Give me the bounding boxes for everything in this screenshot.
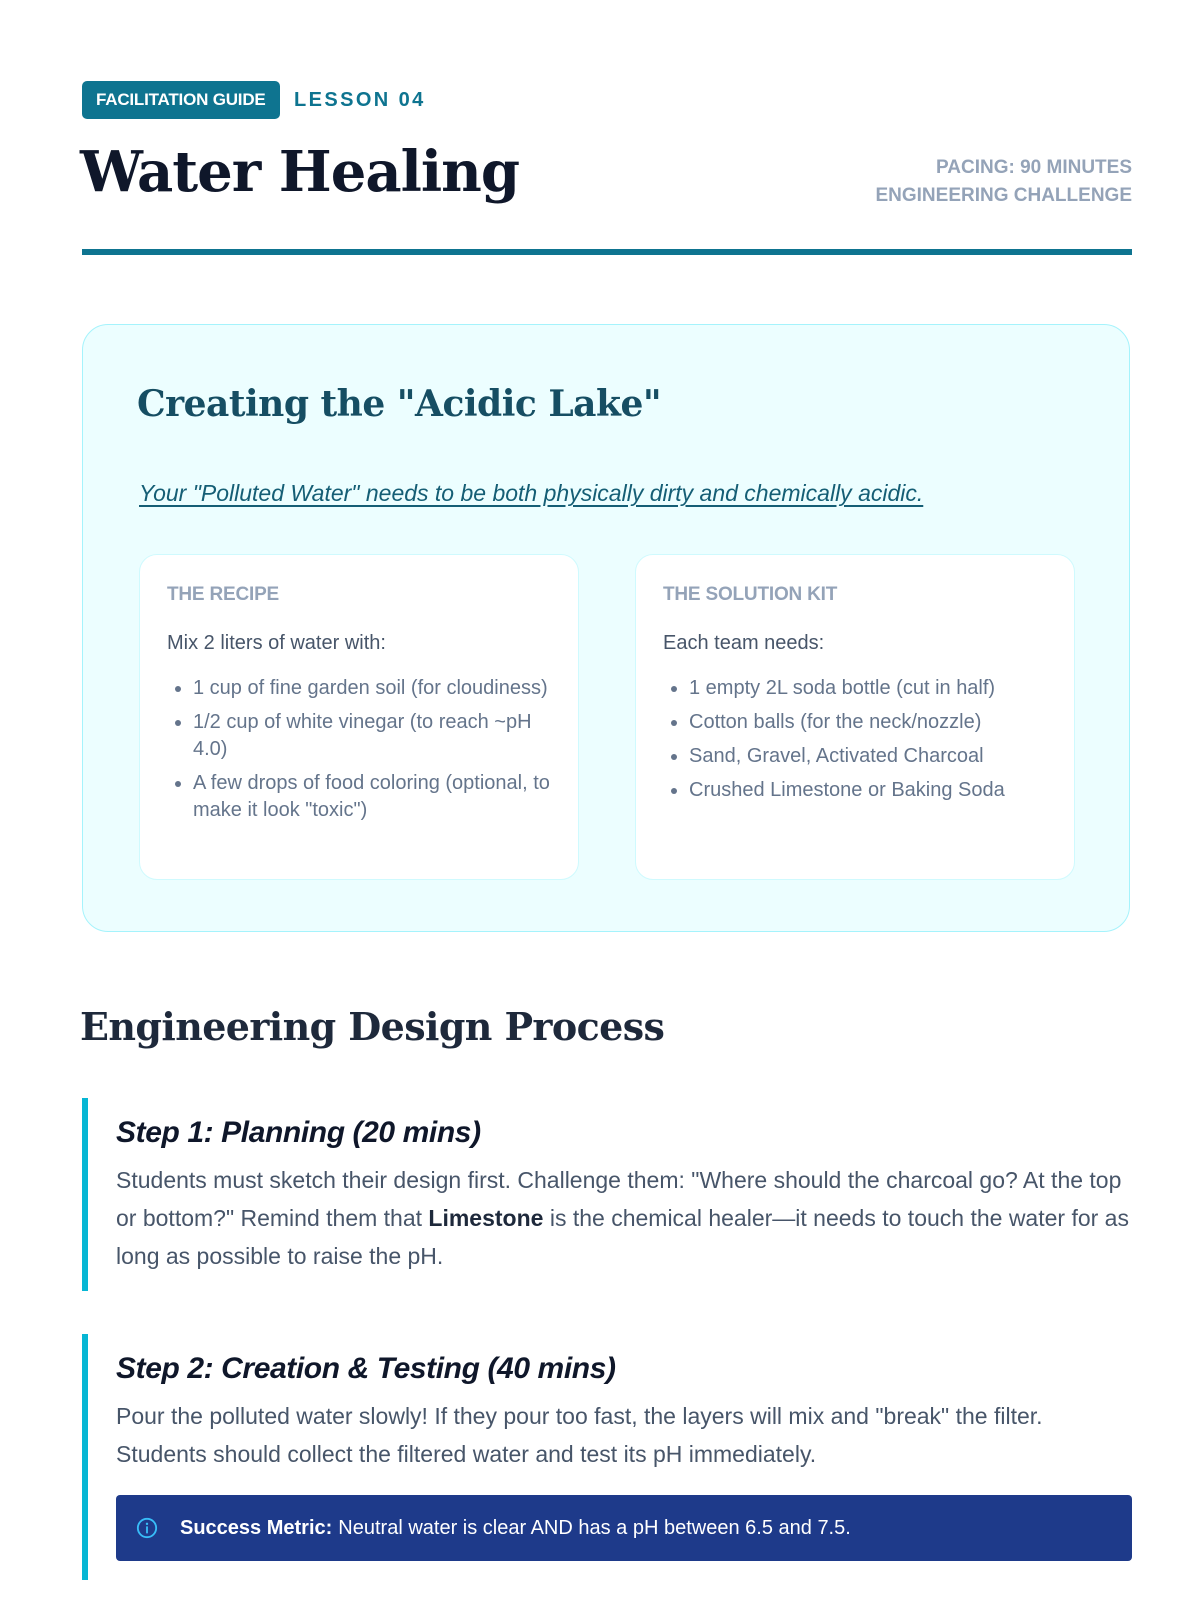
solution-kit-card	[635, 554, 1075, 880]
list-item: • Cotton balls (for the neck/nozzle)	[689, 709, 1048, 736]
step-2-creation-testing	[82, 1334, 1132, 1580]
lesson-number: LESSON 04	[294, 89, 426, 111]
success-metric-text: Neutral water is clear AND has a pH between 6.5 and 7.5.	[338, 1516, 851, 1539]
acidic-lake-title: Creating the "Acidic Lake"	[137, 383, 662, 425]
info-icon	[136, 1517, 158, 1539]
list-item: • Sand, Gravel, Activated Charcoal	[689, 743, 1048, 770]
list-item: • 1 empty 2L soda bottle (cut in half)	[689, 675, 1048, 702]
step-1-title: Step 1: Planning (20 mins)	[116, 1116, 481, 1149]
solution-kit-title: THE SOLUTION KIT	[663, 584, 838, 605]
step-2-text: Pour the polluted water slowly! If they pour too fast, the layers will mix and "break" the filter. Students should collect the filtered water and test its pH immediately.	[116, 1403, 1043, 1467]
step-1-text-end: is the chemical healer—it needs to touch the water for as long as possible to raise the pH.	[116, 1205, 1129, 1269]
list-item: • Crushed Limestone or Baking Soda	[689, 777, 1048, 804]
facilitation-guide-badge: FACILITATION GUIDE	[82, 81, 280, 119]
list-item: • 1 cup of fine garden soil (for cloudiness)	[193, 675, 552, 702]
recipe-lead: Mix 2 liters of water with:	[167, 632, 386, 654]
step-1-planning	[82, 1098, 1132, 1291]
solution-kit-list	[663, 675, 1048, 804]
success-metric-label: Success Metric:	[180, 1516, 333, 1539]
list-item: • 1/2 cup of white vinegar (to reach ~pH 4.0)	[193, 709, 552, 763]
acidic-lake-panel	[82, 324, 1130, 932]
lesson-meta	[875, 154, 1132, 210]
limestone-highlight: Limestone	[428, 1205, 544, 1231]
recipe-list	[167, 675, 552, 824]
step-2-title: Step 2: Creation & Testing (40 mins)	[116, 1352, 616, 1385]
step-1-text-start: Students must sketch their design first. Challenge them: "Where should the charcoal go? At the top or bottom?" Remind them that	[116, 1167, 1122, 1231]
page-title: Water Healing	[80, 139, 520, 205]
design-process-title: Engineering Design Process	[80, 1004, 665, 1049]
header-divider	[82, 249, 1132, 255]
step-1-text	[116, 1161, 1132, 1275]
recipe-card	[139, 554, 579, 880]
list-item: • A few drops of food coloring (optional, to make it look "toxic")	[193, 770, 552, 824]
pacing-label: PACING: 90 MINUTES	[935, 157, 1132, 178]
recipe-title: THE RECIPE	[167, 584, 280, 605]
challenge-type-label: ENGINEERING CHALLENGE	[875, 185, 1132, 206]
success-metric-callout	[116, 1495, 1132, 1561]
solution-kit-lead: Each team needs:	[663, 632, 825, 654]
acidic-lake-intro: Your "Polluted Water" needs to be both physically dirty and chemically acidic.	[139, 480, 924, 506]
